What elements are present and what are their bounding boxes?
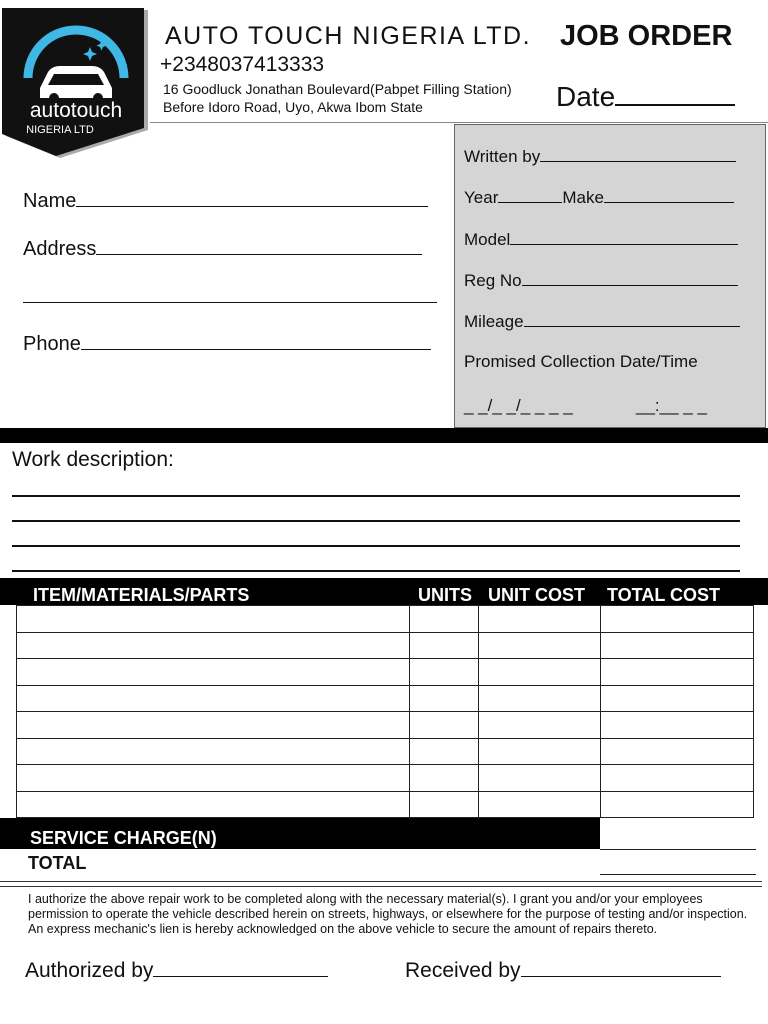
reg-no-input[interactable]	[522, 270, 738, 286]
name-field[interactable]	[23, 188, 428, 213]
work-description-line[interactable]	[12, 570, 740, 572]
table-cell[interactable]	[479, 659, 601, 686]
promised-date-input[interactable]: _ _/_ _/_ _ _ _	[464, 396, 573, 415]
address-input[interactable]	[96, 236, 422, 255]
authorized-by-label: Authorized by	[25, 959, 154, 982]
date-label: Date	[556, 81, 616, 112]
mileage-input[interactable]	[524, 311, 740, 327]
table-cell[interactable]	[479, 685, 601, 712]
address-line-2: Before Idoro Road, Uyo, Akwa Ibom State	[163, 99, 423, 115]
phone-input[interactable]	[81, 331, 431, 350]
table-cell[interactable]	[410, 685, 479, 712]
service-charge-bar	[0, 818, 600, 849]
table-cell[interactable]	[17, 791, 410, 818]
document-title: JOB ORDER	[560, 20, 733, 52]
reg-no-label: Reg No	[464, 271, 522, 290]
written-by-input[interactable]	[540, 146, 736, 162]
divider	[0, 886, 762, 887]
model-field[interactable]	[464, 229, 738, 250]
table-cell[interactable]	[601, 791, 754, 818]
table-row	[17, 791, 754, 818]
name-label: Name	[23, 190, 77, 212]
year-input[interactable]	[498, 187, 562, 203]
received-by-label: Received by	[405, 959, 521, 982]
column-header-total-cost: TOTAL COST	[607, 585, 721, 605]
date-field[interactable]	[556, 80, 735, 113]
total-label: TOTAL	[28, 853, 87, 873]
work-description-line[interactable]	[12, 520, 740, 522]
column-header-units: UNITS	[418, 585, 472, 605]
service-charge-input[interactable]	[600, 818, 756, 850]
address-label: Address	[23, 238, 97, 260]
reg-no-field[interactable]	[464, 270, 738, 291]
table-row	[17, 632, 754, 659]
table-cell[interactable]	[601, 685, 754, 712]
name-input[interactable]	[76, 188, 428, 207]
work-description-line[interactable]	[12, 545, 740, 547]
table-cell[interactable]	[479, 606, 601, 633]
phone-field[interactable]	[23, 331, 431, 356]
table-cell[interactable]	[17, 685, 410, 712]
year-make-field[interactable]	[464, 187, 734, 208]
table-cell[interactable]	[17, 632, 410, 659]
column-header-item: ITEM/MATERIALS/PARTS	[33, 585, 250, 605]
table-row	[17, 712, 754, 739]
items-table-header	[0, 578, 768, 605]
company-address	[163, 80, 512, 116]
make-input[interactable]	[604, 187, 734, 203]
car-icon	[40, 66, 112, 103]
address-line-2-field[interactable]	[23, 284, 437, 309]
table-cell[interactable]	[601, 738, 754, 765]
logo-brand-sub: NIGERIA LTD	[26, 124, 94, 136]
items-table	[16, 605, 754, 818]
work-description-label: Work description:	[12, 448, 174, 471]
mileage-label: Mileage	[464, 312, 524, 331]
section-bar	[0, 428, 768, 443]
received-by-field[interactable]	[405, 958, 721, 983]
table-row	[17, 685, 754, 712]
table-cell[interactable]	[479, 791, 601, 818]
table-row	[17, 659, 754, 686]
table-cell[interactable]	[17, 712, 410, 739]
table-cell[interactable]	[410, 659, 479, 686]
table-cell[interactable]	[17, 659, 410, 686]
address-field[interactable]	[23, 236, 422, 261]
total-input[interactable]	[600, 874, 756, 875]
promised-time-input[interactable]: __:__ _ _	[636, 396, 707, 415]
authorized-by-input[interactable]	[153, 958, 328, 977]
table-cell[interactable]	[479, 632, 601, 659]
company-phone: +2348037413333	[160, 53, 325, 76]
table-cell[interactable]	[479, 712, 601, 739]
divider	[150, 122, 768, 123]
authorized-by-field[interactable]	[25, 958, 328, 983]
table-cell[interactable]	[601, 659, 754, 686]
column-header-unit-cost: UNIT COST	[488, 585, 585, 605]
address-line-1: 16 Goodluck Jonathan Boulevard(Pabpet Filling Station)	[163, 81, 512, 97]
make-label: Make	[562, 188, 604, 207]
promised-collection-label: Promised Collection Date/Time	[464, 352, 698, 371]
service-charge-label: SERVICE CHARGE(N)	[30, 828, 217, 848]
authorization-text: I authorize the above repair work to be completed along with the necessary material(s). I grant you and/or your employees permission to operate the vehicle described herein on streets, highways, or elsewhere for the purpose of testing and/or inspection. An express mechanic's lien is hereby acknowledged on the above vehicle to secure the amount of repairs thereto.	[28, 892, 748, 936]
written-by-field[interactable]	[464, 146, 736, 167]
work-description-line[interactable]	[12, 495, 740, 497]
received-by-input[interactable]	[521, 958, 721, 977]
table-cell[interactable]	[601, 606, 754, 633]
table-cell[interactable]	[410, 632, 479, 659]
logo-brand-name: autotouch	[29, 99, 123, 122]
table-cell[interactable]	[17, 606, 410, 633]
model-input[interactable]	[510, 229, 738, 245]
company-name: AUTO TOUCH NIGERIA LTD.	[165, 22, 532, 50]
divider	[0, 881, 762, 882]
table-cell[interactable]	[479, 738, 601, 765]
address-input-2[interactable]	[23, 284, 437, 303]
company-logo	[0, 8, 150, 160]
table-cell[interactable]	[410, 606, 479, 633]
table-cell[interactable]	[410, 765, 479, 792]
table-cell[interactable]	[410, 791, 479, 818]
phone-label: Phone	[23, 333, 81, 355]
table-cell[interactable]	[410, 738, 479, 765]
table-cell[interactable]	[479, 765, 601, 792]
table-cell[interactable]	[17, 738, 410, 765]
table-cell[interactable]	[410, 712, 479, 739]
table-row	[17, 738, 754, 765]
table-row	[17, 765, 754, 792]
written-by-label: Written by	[464, 147, 541, 166]
date-input[interactable]	[615, 80, 735, 106]
table-cell[interactable]	[601, 632, 754, 659]
mileage-field[interactable]	[464, 311, 740, 332]
table-cell[interactable]	[601, 712, 754, 739]
table-cell[interactable]	[601, 765, 754, 792]
year-label: Year	[464, 188, 499, 207]
model-label: Model	[464, 230, 511, 249]
table-row	[17, 606, 754, 633]
table-cell[interactable]	[17, 765, 410, 792]
